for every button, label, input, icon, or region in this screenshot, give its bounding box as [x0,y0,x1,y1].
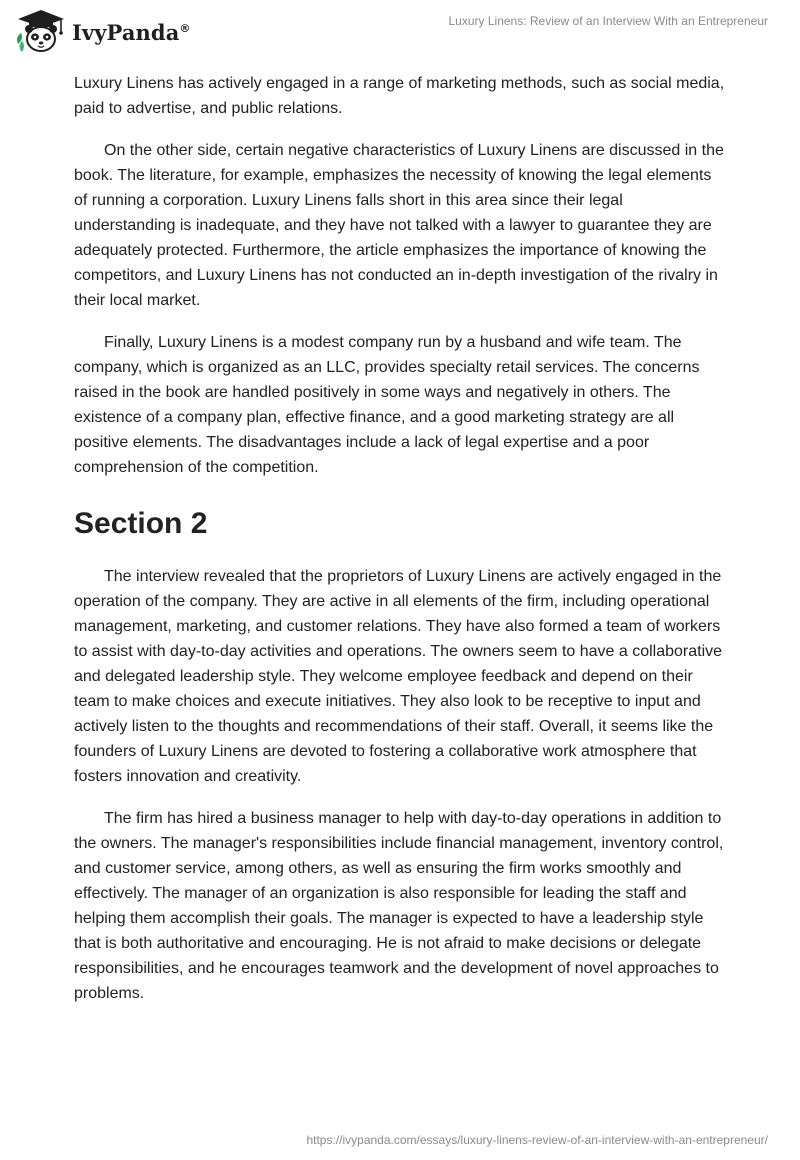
paragraph-2: On the other side, certain negative characteristics of Luxury Linens are discussed in the book. The literature, for example, emphasizes the necessity of knowing the legal elements of running a corporation. Luxury Linens falls short in this area since their legal understanding is inadequate, and they have not talked with a lawyer to guarantee they are adequately protected. Furthermore, the article emphasizes the importance of knowing the competitors, and Luxury Linens has not conducted an in-depth investigation of the rivalry in their local market. [74,142,724,309]
paragraph-3: Finally, Luxury Linens is a modest company run by a husband and wife team. The company, which is organized as an LLC, provides specialty retail services. The concerns raised in the book are handled positively in some ways and negatively in others. The existence of a company plan, effective finance, and a good marketing strategy are all positive elements. The disadvantages include a lack of legal expertise and a poor comprehension of the competition. [74,334,700,476]
essay-body [74,71,726,1023]
source-url-link[interactable]: https://ivypanda.com/essays/luxury-linens-review-of-an-interview-with-an-entrepreneur/ [306,1133,768,1147]
page-header [0,0,800,64]
document-title: Luxury Linens: Review of an Interview With an Entrepreneur [448,14,768,28]
brand-name: IvyPanda® [72,19,191,45]
paragraph-4: The interview revealed that the proprietors of Luxury Linens are actively engaged in the operation of the company. They are active in all elements of the firm, including operational management, marketing, and customer relations. They have also formed a team of workers to assist with day-to-day activities and operations. The owners seem to have a collaborative and delegated leadership style. They welcome employee feedback and depend on their team to make choices and execute initiatives. They also look to be receptive to input and actively listen to the thoughts and recommendations of their staff. Overall, it seems like the founders of Luxury Linens are devoted to fostering a collaborative work atmosphere that fosters innovation and creativity. [74,568,723,785]
panda-graduate-icon [12,8,70,54]
ivypanda-logo[interactable] [12,8,191,54]
section-heading: Section 2 [74,507,208,540]
registered-mark: ® [179,21,191,35]
paragraph-5: The firm has hired a business manager to help with day-to-day operations in addition to the owners. The manager's responsibilities include financial management, inventory control, and customer service, among others, as well as ensuring the firm works smoothly and effectively. The manager of an organization is also responsible for leading the staff and helping them accomplish their goals. The manager is expected to have a leadership style that is both authoritative and encouraging. He is not afraid to make decisions or delegate responsibilities, and he encourages teamwork and the development of novel approaches to problems. [74,810,724,1002]
paragraph-1: Luxury Linens has actively engaged in a range of marketing methods, such as social media, paid to advertise, and public relations. [74,75,725,117]
